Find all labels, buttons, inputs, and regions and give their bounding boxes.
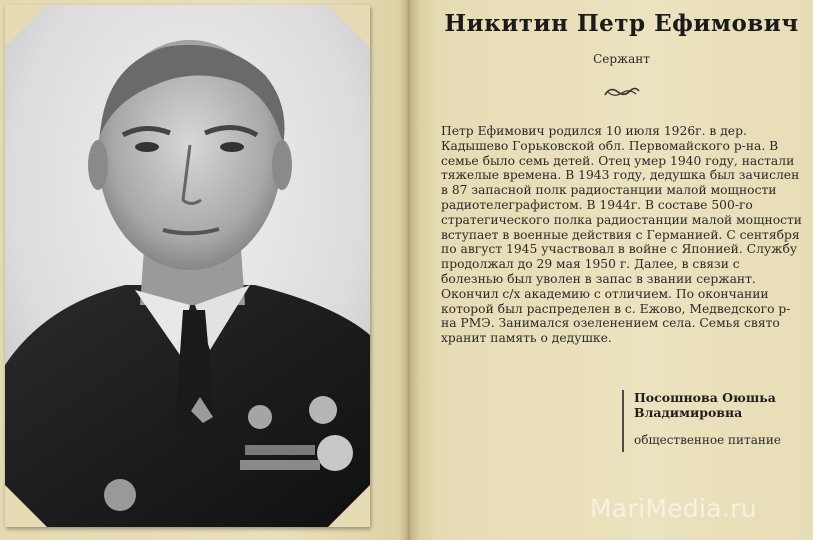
portrait-photo bbox=[5, 5, 370, 527]
photo-corner-top-left bbox=[5, 5, 47, 47]
photo-corner-bottom-left bbox=[5, 485, 47, 527]
biography-text: Петр Ефимович родился 10 июля 1926г. в дер. Кадышево Горьковской обл. Первомайского р-на. В семье было семь детей. Отец умер 1940 году, настали тяжелые времена. В 1943 году, дедушка был зачислен в 87 запасной полк радиостанции малой мощности радиотелеграфистом. В 1944г. В составе 500-го стратегического полка радиостанции малой мощности вступает в военные действия с Германией. С сентября по август 1945 участвовал в войне с Японией. Службу продолжал до 29 мая 1950 г. Далее, в связи с болезнью был уволен в запас в звании сержант. Окончил с/х академию с отличием. По окончании которой был распределен в с. Ежово, Медведского р-на РМЭ. Занимался озеленением села. Семья свято хранит память о дедушке. bbox=[441, 124, 802, 346]
site-watermark: MariMedia.ru bbox=[590, 494, 757, 523]
book-spine bbox=[398, 0, 420, 540]
person-name: Никитин Петр Ефимович bbox=[444, 10, 799, 37]
author-organization: общественное питание bbox=[634, 433, 781, 447]
flourish-ornament-icon bbox=[602, 82, 642, 102]
author-block bbox=[622, 390, 813, 452]
photo-corner-top-right bbox=[328, 5, 370, 47]
author-name: Посошнова Оюшьа Владимировна bbox=[634, 390, 776, 420]
person-rank: Сержант bbox=[593, 52, 650, 66]
photo-corner-bottom-right bbox=[328, 485, 370, 527]
